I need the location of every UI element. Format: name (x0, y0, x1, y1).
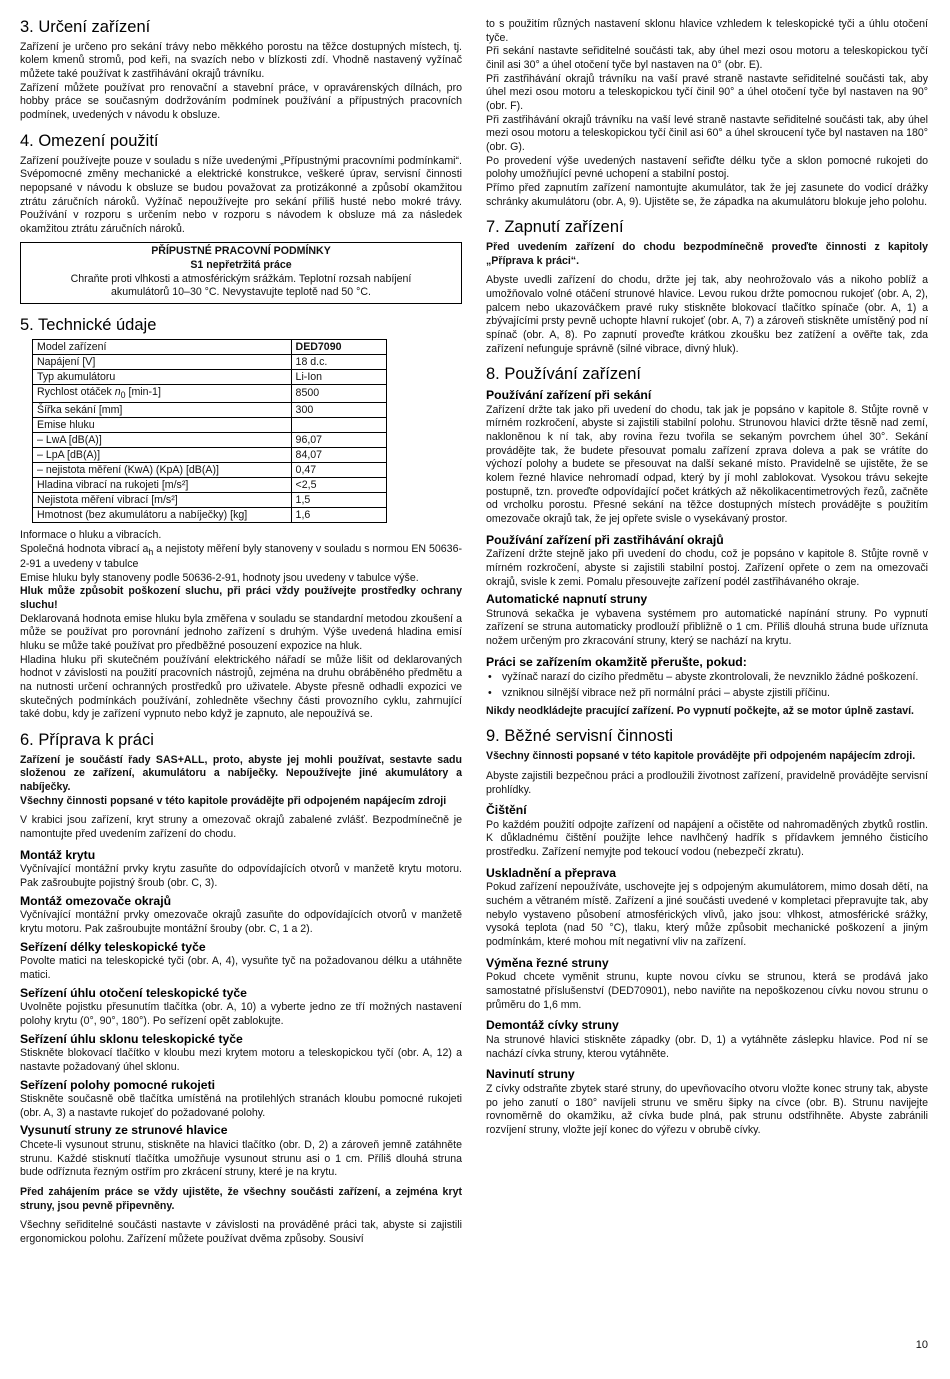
spec-value: DED7090 (291, 339, 386, 354)
battery-mount-text: Přímo před zapnutím zařízení namontujte akumulátor, tak že jej zasunete do vodicí drážky schránky akumulátoru (obr. A, 9). Ujistěte se, že západka na akumulátoru blokuje jeho polohu. (486, 181, 928, 208)
spec-value: 96,07 (291, 433, 386, 448)
noise-actual-use: Hladina hluku při skutečném používání elektrického nářadí se může lišit od deklarovaných hodnot v závislosti na použití pracovních nástrojů, zejména na druhu obráběného předmětu a na nutnosti určení ochranných prostředků pro uživatele. Abyste přesně odhadli expozici ve skutečných podmínkách používání, zohledněte všechny části provozního cyklu, zahrnující také dobu, kdy je zařízení vypnuto nebo když je zapnuto, ale nepoužívá se. (20, 653, 462, 721)
heading-auto-line: Automatické napnutí struny (486, 592, 648, 607)
spec-label: Nejistota měření vibrací [m/s²] (33, 493, 292, 508)
table-row (33, 418, 387, 433)
text-line-feed: Chcete-li vysunout strunu, stiskněte na hlavici tlačítko (obr. D, 2) a zároveň jemně zatáhněte strunu. Každé stisknutí tlačítka umožňuje vysunout strunu asi o 1 cm. Příliš dlouhá struna bude odříznuta řezným ostřím pro zkrácení struny, které je na krytu. (20, 1139, 462, 1179)
noise-emission-info: Emise hluku byly stanoveny podle 50636-2-91, hodnoty jsou uvedeny v tabulce výše. (20, 571, 419, 584)
spec-value (291, 418, 386, 433)
section-9-intro: Abyste zajistili bezpečnou práci a prodloužili životnost zařízení, pravidelně provádějte servisní prohlídky. (486, 769, 928, 796)
spec-label: – LpA [dB(A)] (33, 448, 292, 463)
right-edge-setup-text: Při zastřihávání okrajů trávníku na vaší pravé straně nastavte seřiditelné součásti tak, aby úhel mezi osou motoru a teleskopickou tyčí činil 90° a úhel otočení tyče byl nastaven na 90° (obr. F). (486, 72, 928, 112)
right-column (486, 18, 928, 1138)
vibration-info-pre: Společná hodnota vibrací a (20, 542, 149, 555)
heading-aux-handle: Seřízení polohy pomocné rukojeti (20, 1077, 216, 1092)
section-6-series-note: Zařízení je součástí řady SAS+ALL, proto, abyste jej mohli používat, sestavte sadu složenou ze zařízení, akumulátoru a nabíječky. Nepoužívejte jiné akumulátory a nabíječky. (20, 753, 462, 794)
spec-label: Napájení [V] (33, 354, 292, 369)
heading-line-feed: Vysunutí struny ze strunové hlavice (20, 1123, 228, 1138)
spec-label: – LwA [dB(A)] (33, 433, 292, 448)
heading-storage: Uskladnění a přeprava (486, 865, 617, 880)
spec-label-sub: 0 (120, 390, 126, 400)
spec-label: Model zařízení (33, 339, 292, 354)
spec-label: Šířka sekání [mm] (33, 403, 292, 418)
table-row (33, 403, 387, 418)
text-cover-mounting: Vyčnívající montážní prvky krytu zasuňte do odpovídajících otvorů v manžetě krytu motoru. Pak zašroubujte pojistný šroub (obr. C, 3). (20, 863, 462, 890)
list-item-text: vyžínač narazí do cizího předmětu – abyste zkontrolovali, že nevzniklo žádné poškození. (502, 671, 919, 684)
spec-label: – nejistota měření (KwA) (KpA) [dB(A)] (33, 463, 292, 478)
page-number: 10 (915, 1339, 928, 1351)
spec-value: 1,6 (291, 508, 386, 523)
text-edging-use: Zařízení držte stejně jako při uvedení do chodu, což je popsáno v kapitole 8. Stůjte rovně v mírném rozkročení, abyste si zajistili stabilní postoj. Zařízení opřete o zem na omezovači okrajů, svisle k zemi. Pomalu přesouvejte zařízení podél zastřihávaného okraje. (486, 548, 928, 588)
left-column (20, 18, 462, 1247)
text-cleaning: Po každém použití odpojte zařízení od napájení a očistěte od nahromaděných zbytků rostlin. K důkladnému čištění použijte lehce navlhčený hadřík s přídavkem jemného čisticího prostředku. Zařízení nemyjte pod tekoucí vodou (nebezpečí zkratu). (486, 818, 928, 859)
before-work-warning: Před zahájením práce se vždy ujistěte, že všechny součásti zařízení, a zejména kryt struny, jsou pevně připevněny. (20, 1186, 462, 1212)
spec-value: <2,5 (291, 478, 386, 493)
spec-label: Hladina vibrací na rukojeti [m/s²] (33, 478, 292, 493)
section-7-warning: Před uvedením zařízení do chodu bezpodmínečně proveďte činnosti z kapitoly „Příprava k práci“. (486, 240, 928, 267)
section-3-p2: Zařízení můžete používat pro renovační a stavební práce, v opravárenských dílnách, pro hobby práce se současným dodržováním podmínek používání a přípustných pracovních podmínek, uvedených v návodu k obsluze. (20, 81, 462, 122)
technical-data-table (32, 339, 387, 523)
spec-value: Li-Ion (291, 369, 386, 384)
table-row (33, 354, 387, 369)
text-storage: Pokud zařízení nepoužíváte, uschovejte jej s odpojeným akumulátorem, mimo dosah dětí, na suchém a větraném místě. Zařízení a jiné součásti uvedené v kompletaci přepravujte tak, aby nebylo vystaveno působení atmosférických vlivů, jako jsou: vlhkost, atmosférické srážky, vysoká teplota (nad 50 °C), tlaku, který může způsobit mechanické poškození a jiným podmínkám, které mohou mít negativní vliv na zařízení. (486, 881, 928, 949)
section-5-title: 5. Technické údaje (20, 316, 157, 335)
heading-mowing-use: Používání zařízení při sekání (486, 388, 652, 403)
text-mowing-use: Zařízení držte tak jako při uvedení do chodu, tak jak je popsáno v kapitole 8. Stůjte rovně v mírném rozkročení, abyste si zajistili stabilní polohu. Strunovou hlavici držte těsně nad zemí, nakloněnou k ní tak, aby rovina řezu tvořila se sekaným povrchem úhel 30°. Sekání provádějte tak, že budete přesouvat pomalu zařízení zprava doleva a pak se vrátíte do výchozí polohy a budete se přesouvat na další sekané místo. Pravidelně se ujistěte, že se kolem řezné hlavice nehromadí odpad, který by jí mohl zablokovat. Vysokou trávu sekejte postupně, tzn. proveďte odpovídající počet krátkých až několikacentimetrových řezů, začněte od vrcholku porostu. Přesné sekání na těžce dostupných místech provádějte s použitím omezovače okrajů tak, že jej opřete svisle o vysekávaný prostor. (486, 403, 928, 525)
vibration-info (20, 543, 462, 572)
section-6-title: 6. Příprava k práci (20, 731, 154, 750)
table-row (33, 448, 387, 463)
text-spool-removal: Na strunové hlavici stiskněte západky (obr. D, 1) a vytáhněte záslepku hlavice. Pod ní se nachází cívka struny, kterou vytáhněte. (486, 1033, 928, 1060)
section-7-text: Abyste uvedli zařízení do chodu, držte jej tak, aby neohrožovalo vás a nikoho poblíž a umožňovalo volné otáčení strunové hlavice. Levou rukou držte pomocnou rukojeť (obr. A, 2), palcem nebo ukazováčkem pravé ruky stiskněte blokovací tlačítko spínače (obr. A, 1) a zbývajícími prsty pevně uchopte hlavní rukojeť (obr. A, 7) a zároveň stiskněte umístěný pod ní spínač (obr. A, 8). Po zapnutí proveďte krátkou zkoušku bez zatížení a ověřte tak, zda zařízení nefunguje správně (silné vibrace, divný hluk). (486, 274, 928, 355)
mowing-setup-text: Při sekání nastavte seřiditelné součásti tak, aby úhel mezi osou motoru a teleskopickou tyčí činil asi 30° a úhel otočení tyče byl nastaven na 0° (obr. E). (486, 45, 928, 71)
text-aux-handle: Stiskněte současně obě tlačítka umístěná na protilehlých stranách kloubu pomocné rukojeti (obr. A, 3) a nastavte rukojeť do požadované polohy. (20, 1093, 462, 1119)
section-3-title: 3. Určení zařízení (20, 18, 151, 36)
spec-value: 84,07 (291, 448, 386, 463)
heading-line-replace: Výměna řezné struny (486, 955, 609, 970)
spec-value: 0,47 (291, 463, 386, 478)
text-line-winding: Z cívky odstraňte zbytek staré struny, do upevňovacího otvoru vložte konec struny tak, abyste po jeho zanutí o 180° navíjeli strunu ve směru šipky na cívce (obr. B). Strunu navijejte rovnoměrně do okamžiku, až cívka bude plná, pak strunu odstřihněte. Abyste zabránili rozvíjení struny, vložte její konec do výřezu v obrubě cívky. (486, 1082, 928, 1136)
table-row (33, 493, 387, 508)
section-9-warning: Všechny činnosti popsané v této kapitole provádějte při odpojeném napájecím zdroji. (486, 750, 916, 763)
spec-value: 1,5 (291, 493, 386, 508)
heading-pole-rotation: Seřízení úhlu otočení teleskopické tyče (20, 985, 247, 1000)
section-3-p1: Zařízení je určeno pro sekání trávy nebo měkkého porostu na těžce dostupných místech, tj. kolem kmenů stromů, pod keři, na svazích nebo v blízkosti zdí. Vhodně nastavený vyžínač můžete také používat k zastřihávání okrajů trávníku. (20, 40, 462, 81)
spec-label-post: [min-1] (125, 385, 161, 398)
never-put-down-warning: Nikdy neodkládejte pracující zařízení. Po vypnutí počkejte, až se motor úplně zastaví. (486, 704, 914, 717)
table-row (33, 463, 387, 478)
section-7-title: 7. Zapnutí zařízení (486, 218, 624, 237)
section-4-p1: Zařízení používejte pouze v souladu s níže uvedenými „Přípustnými pracovními podmínkami“. Svépomocné změny mechanické a elektrické konstrukce, veškeré úprav, servisní činnosti nepopsané v návodu k obsluze se budou považovat za protizákonné a způsobí okamžitou ztrátu záručních nároků. Vyžínač nepoužívejte pro sekání příliš husté nebo mokré trávy. Používání v rozporu s určením nebo v rozporu s návodem k obsluze má za následek okamžitou ztrátu záručních nároků. (20, 154, 462, 235)
text-edge-guard-mounting: Vyčnívající montážní prvky omezovače okrajů zasuňte do odpovídajících otvorů v manžetě krytu motoru. Pak zašroubujte montážní šrouby (obr. C, 1 a 2). (20, 909, 462, 935)
heading-pole-length: Seřízení délky teleskopické tyče (20, 939, 206, 954)
table-row (33, 384, 387, 402)
text-auto-line: Strunová sekačka je vybavena systémem pro automatické napínání struny. Po vypnutí zařízení se struna automaticky prodlouží přibližně o 1 cm. Příliš dlouhá struna bude uříznuta nožem určeným pro zkracování struny, který se nachází na krytu. (486, 607, 928, 648)
vibration-info-post: a nejistoty měření byly stanoveny v souladu s normou EN 50636-2-91 a uvedeny v tabulce (20, 542, 462, 571)
stop-work-list (486, 671, 928, 700)
bullet-dot-icon: • (488, 687, 492, 700)
section-6-box-contents: V krabici jsou zařízení, kryt struny a omezovač okrajů zabalené zvlášť. Bezpodmínečně je namontujte před uvedením zařízení do chodu. (20, 814, 462, 841)
section-4-title: 4. Omezení použití (20, 131, 159, 150)
vibration-info-sub: h (148, 546, 154, 557)
table-row (33, 508, 387, 523)
notice-title: PŘÍPUSTNÉ PRACOVNÍ PODMÍNKY (151, 245, 331, 258)
table-row (33, 339, 387, 354)
ergonomic-position-text: Všechny seřiditelné součásti nastavte v závislosti na prováděné práci tak, abyste si zajistili ergonomickou polohu. Zařízení můžete používat dvěma způsoby. Sousiví (20, 1219, 462, 1246)
section-9-title: 9. Běžné servisní činnosti (486, 727, 674, 746)
text-pole-tilt: Stiskněte blokovací tlačítko v kloubu mezi krytem motoru a teleskopickou tyčí (obr. A, 12) a nastavte požadovaný úhel sklonu. (20, 1047, 462, 1073)
spec-label-var: n (114, 385, 121, 398)
heading-edge-guard-mounting: Montáž omezovače okrajů (20, 893, 172, 908)
list-item (486, 687, 928, 701)
text-line-replace: Pokud chcete vyměnit strunu, kupte novou cívku se strunou, která se prodává jako samostatné příslušenství (DED70901), nebo naviňte na nepoškozenou cívku novou strunu o průměru do 1,6 mm. (486, 971, 928, 1011)
notice-line-2: akumulátorů 10–30 °C. Nevystavujte teplotě nad 50 °C. (111, 286, 371, 299)
spec-value: 300 (291, 403, 386, 418)
spec-label: Emise hluku (33, 418, 292, 433)
section-6-disconnect-note: Všechny činnosti popsané v této kapitole provádějte při odpojeném napájecím zdroji (20, 794, 447, 807)
hearing-warning: Hluk může způsobit poškození sluchu, při práci vždy používejte prostředky ochrany sluchu! (20, 585, 462, 612)
heading-cleaning: Čištění (486, 803, 527, 818)
heading-cover-mounting: Montáž krytu (20, 847, 96, 862)
heading-line-winding: Navinutí struny (486, 1067, 575, 1082)
permissible-conditions-box (20, 242, 462, 304)
heading-spool-removal: Demontáž cívky struny (486, 1018, 619, 1033)
spec-label: Typ akumulátoru (33, 369, 292, 384)
notice-line-1: Chraňte proti vlhkosti a atmosférickým srážkám. Teplotní rozsah nabíjení (70, 272, 412, 285)
list-item (486, 671, 928, 685)
left-edge-setup-text: Při zastřihávání okrajů trávníku na vaší levé straně nastavte seřiditelné součásti tak, aby úhel mezi osou motoru a teleskopickou tyčí činil asi 60° a úhel skroucení tyče byl nastaven na 180° (obr. G). (486, 113, 928, 153)
list-item-text: vzniknou silnější vibrace než při normální práci – abyste zjistili příčinu. (502, 687, 830, 700)
table-row (33, 369, 387, 384)
handle-adjust-text: Po provedení výše uvedených nastavení seřiďte délku tyče a sklon pomocné rukojeti do polohy umožňující pevné uchopení a stabilní postoj. (486, 154, 928, 181)
noise-declared-value: Deklarovaná hodnota emise hluku byla změřena v souladu se standardní metodou zkoušení a může se používat pro porovnání jednoho zařízení s druhým. Výše uvedená hladina emisí hluku se může také používat pro předběžné posouzení expozice na hluk. (20, 612, 462, 653)
section-8-title: 8. Používání zařízení (486, 365, 642, 384)
table-row (33, 478, 387, 493)
heading-edging-use: Používání zařízení při zastřihávání okrajů (486, 532, 724, 547)
text-pole-rotation: Uvolněte pojistku přesunutím tlačítka (obr. A, 10) a vyberte jedno ze tří možných nastavení polohy krytu (0°, 90°, 180°). Po seřízení opět zablokujte. (20, 1001, 462, 1027)
heading-stop-work: Práci se zařízením okamžitě přerušte, pokud: (486, 654, 747, 669)
bullet-dot-icon: • (488, 671, 492, 684)
spec-value: 8500 (291, 384, 386, 402)
heading-pole-tilt: Seřízení úhlu sklonu teleskopické tyče (20, 1031, 243, 1046)
noise-info-heading: Informace o hluku a vibracích. (20, 529, 162, 541)
spec-label: Hmotnost (bez akumulátoru a nabíječky) [kg] (33, 508, 292, 523)
text-pole-length: Povolte matici na teleskopické tyči (obr. A, 4), vysuňte tyč na požadovanou délku a utáhněte matici. (20, 955, 462, 981)
spec-label (33, 384, 292, 402)
spec-label-pre: Rychlost otáček (37, 385, 115, 398)
continued-text: to s použitím různých nastavení sklonu hlavice vzhledem k teleskopické tyči a úhlu otočení tyče. (486, 18, 928, 44)
spec-value: 18 d.c. (291, 354, 386, 369)
table-row (33, 433, 387, 448)
notice-subtitle: S1 nepřetržitá práce (190, 259, 292, 272)
